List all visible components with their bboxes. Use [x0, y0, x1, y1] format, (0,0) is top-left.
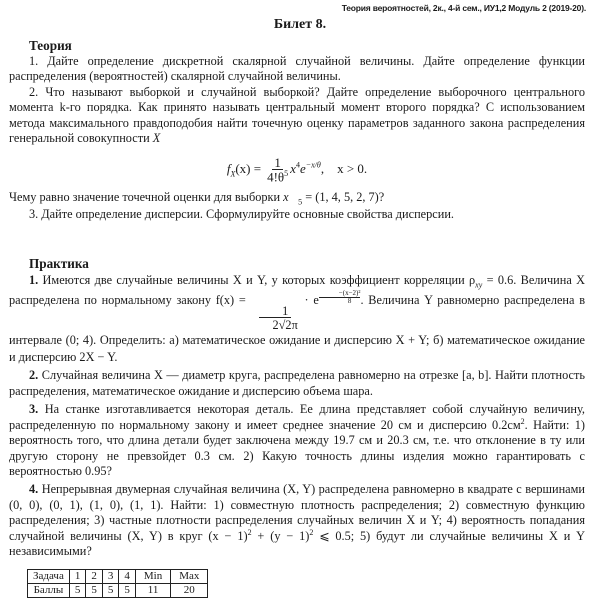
- formula-x: x: [290, 161, 296, 177]
- course-header: Теория вероятностей, 2к., 4-й сем., ИУ1,2 Модуль 2 (2019-20).: [341, 3, 586, 13]
- q2-text: 2. Что называют выборкой и случайной выборкой? Дайте определение выборочного центрального момента k-го порядка. Как принято называть центральный момент второго порядка? С использованием метода максимального правдоподобия найти точечную оценку параметров заданного закона распределения генеральной совокупности: [9, 84, 585, 146]
- p2-text: Случайная величина X — диаметр круга, распределена равномерно на отрезке [a, b]. Найти плотность распределения, математическое ожидание и дисперсию объема шара.: [9, 368, 585, 398]
- p4-text-b: + (y − 1): [251, 528, 310, 543]
- p4-sup-1: 2: [247, 527, 252, 537]
- p4-sup-2: 2: [309, 527, 314, 537]
- p1-rho-sub: xy: [475, 280, 483, 290]
- table-cell: 5: [102, 583, 119, 597]
- q2-tail-text: Чему равно значение точечной оценки для выборки: [9, 190, 284, 205]
- p1-dot-e: · e: [299, 293, 319, 308]
- formula-lhs: f: [226, 161, 231, 177]
- table-cell: 5: [86, 583, 103, 597]
- problem-number: 1.: [29, 273, 39, 287]
- theory-question-3: 3. Дайте определение дисперсии. Сформулируйте основные свойства дисперсии.: [29, 206, 454, 221]
- formula-x-sup: 4: [295, 161, 300, 171]
- p1-text-c: . Величина Y равномерно распределена в интервале (0; 4). Определить: а) математическое ожидание и дисперсию X + Y; б) математическое ожидание и дисперсию 2X − Y.: [9, 293, 585, 364]
- p1-exp-den: 8: [347, 297, 352, 306]
- practice-problem-1: [9, 272, 585, 365]
- q2-tail-value: = (1, 4, 5, 2, 7)?: [302, 190, 385, 205]
- p4-text-c: ⩽ 0.5; 5) будут ли случайные величины X и Y независимыми?: [9, 528, 586, 559]
- formula-lhs-sub: X: [230, 170, 236, 180]
- table-row: [28, 569, 208, 583]
- p1-exp-num: −(x−2)²: [319, 289, 361, 298]
- table-cell: 11: [135, 583, 170, 597]
- table-cell: Max: [171, 569, 208, 583]
- p3-text-b: . Найти: 1) вероятность того, что длина детали будет заключена между 19.7 см и 20.3 см, т.е. что отклонение в ту или другую сторону не превзойдет 0.3 см. 2) Какую точность длины изделия можно гарантировать с вероятностью 0.95?: [9, 417, 585, 478]
- practice-heading: Практика: [29, 256, 89, 271]
- table-cell: 4: [119, 569, 136, 583]
- formula-e-sup: −x/θ: [305, 161, 321, 171]
- theory-section: [9, 38, 585, 222]
- p3-sup: 2: [520, 416, 525, 426]
- table-cell: 3: [102, 569, 119, 583]
- p1-frac-num: 1: [259, 305, 291, 318]
- p4-text-a: Непрерывная двумерная случайная величина (X, Y) распределена равномерно в квадрате с вершинами (0, 0), (0, 1), (1, 0), (1, 1). Найти: 1) совместную плотность распределения; 2) совместную функцию распределения; 3) частные плотности распределения случайных величин X и Y; 4) вероятность попадания случайной величины (X, Y) в круг (x − 1): [9, 482, 585, 543]
- theory-question-2-tail: [9, 190, 585, 206]
- ticket-title: Билет 8.: [273, 17, 327, 32]
- practice-problem-2: [9, 368, 585, 399]
- table-cell: 20: [171, 583, 208, 597]
- p1-text-a: Имеются две случайные величины X и Y, у которых коэффициент корреляции ρ: [38, 273, 476, 287]
- p1-frac-den: 2√2π: [272, 318, 298, 333]
- table-cell: Min: [135, 569, 170, 583]
- formula-condition: , x > 0.: [320, 161, 368, 177]
- table-cell: Задача: [28, 569, 70, 583]
- formula-den: 4!θ: [267, 169, 285, 185]
- problem-number: 4.: [29, 482, 39, 497]
- problem-number: 3.: [29, 402, 39, 417]
- table-cell: Баллы: [28, 583, 70, 597]
- formula-num: 1: [274, 155, 281, 171]
- formula-lhs-arg: (x) =: [235, 161, 262, 177]
- q2-tail-sub: 5: [298, 197, 303, 207]
- table-row: [28, 583, 208, 597]
- q2-tail-vector: x⃗: [283, 190, 299, 205]
- problem-number: 2.: [29, 368, 39, 383]
- table-cell: 1: [69, 569, 86, 583]
- formula-fraction: [267, 156, 288, 184]
- p3-text-a: На станке изготавливается некоторая деталь. Ее длина представляет собой случайную величину, распределенную по нормальному закону и имеет среднее значение 20 см и дисперсию 0.2см: [9, 402, 585, 432]
- practice-section: [9, 256, 585, 598]
- theory-question-1: 1. Дайте определение дискретной скалярной случайной величины. Дайте определение функции распределения (вероятностей) скалярной случайной величины.: [9, 54, 585, 84]
- table-cell: 2: [86, 569, 103, 583]
- p1-fraction: [253, 305, 298, 332]
- practice-problem-3: [9, 402, 585, 479]
- density-formula: [9, 154, 585, 184]
- p1-text-b: = 0.6. Величина X распределена по нормальному закону f(x) =: [9, 273, 585, 308]
- theory-question-2: [9, 85, 585, 147]
- score-table: [27, 569, 208, 598]
- table-cell: 5: [119, 583, 136, 597]
- formula-e: e: [299, 161, 306, 177]
- practice-problem-4: [9, 482, 585, 559]
- p1-exponent: [319, 289, 361, 305]
- formula-den-sup: 5: [284, 169, 289, 179]
- theory-heading: Теория: [29, 38, 72, 53]
- table-cell: 5: [69, 583, 86, 597]
- q2-var: X: [152, 131, 161, 146]
